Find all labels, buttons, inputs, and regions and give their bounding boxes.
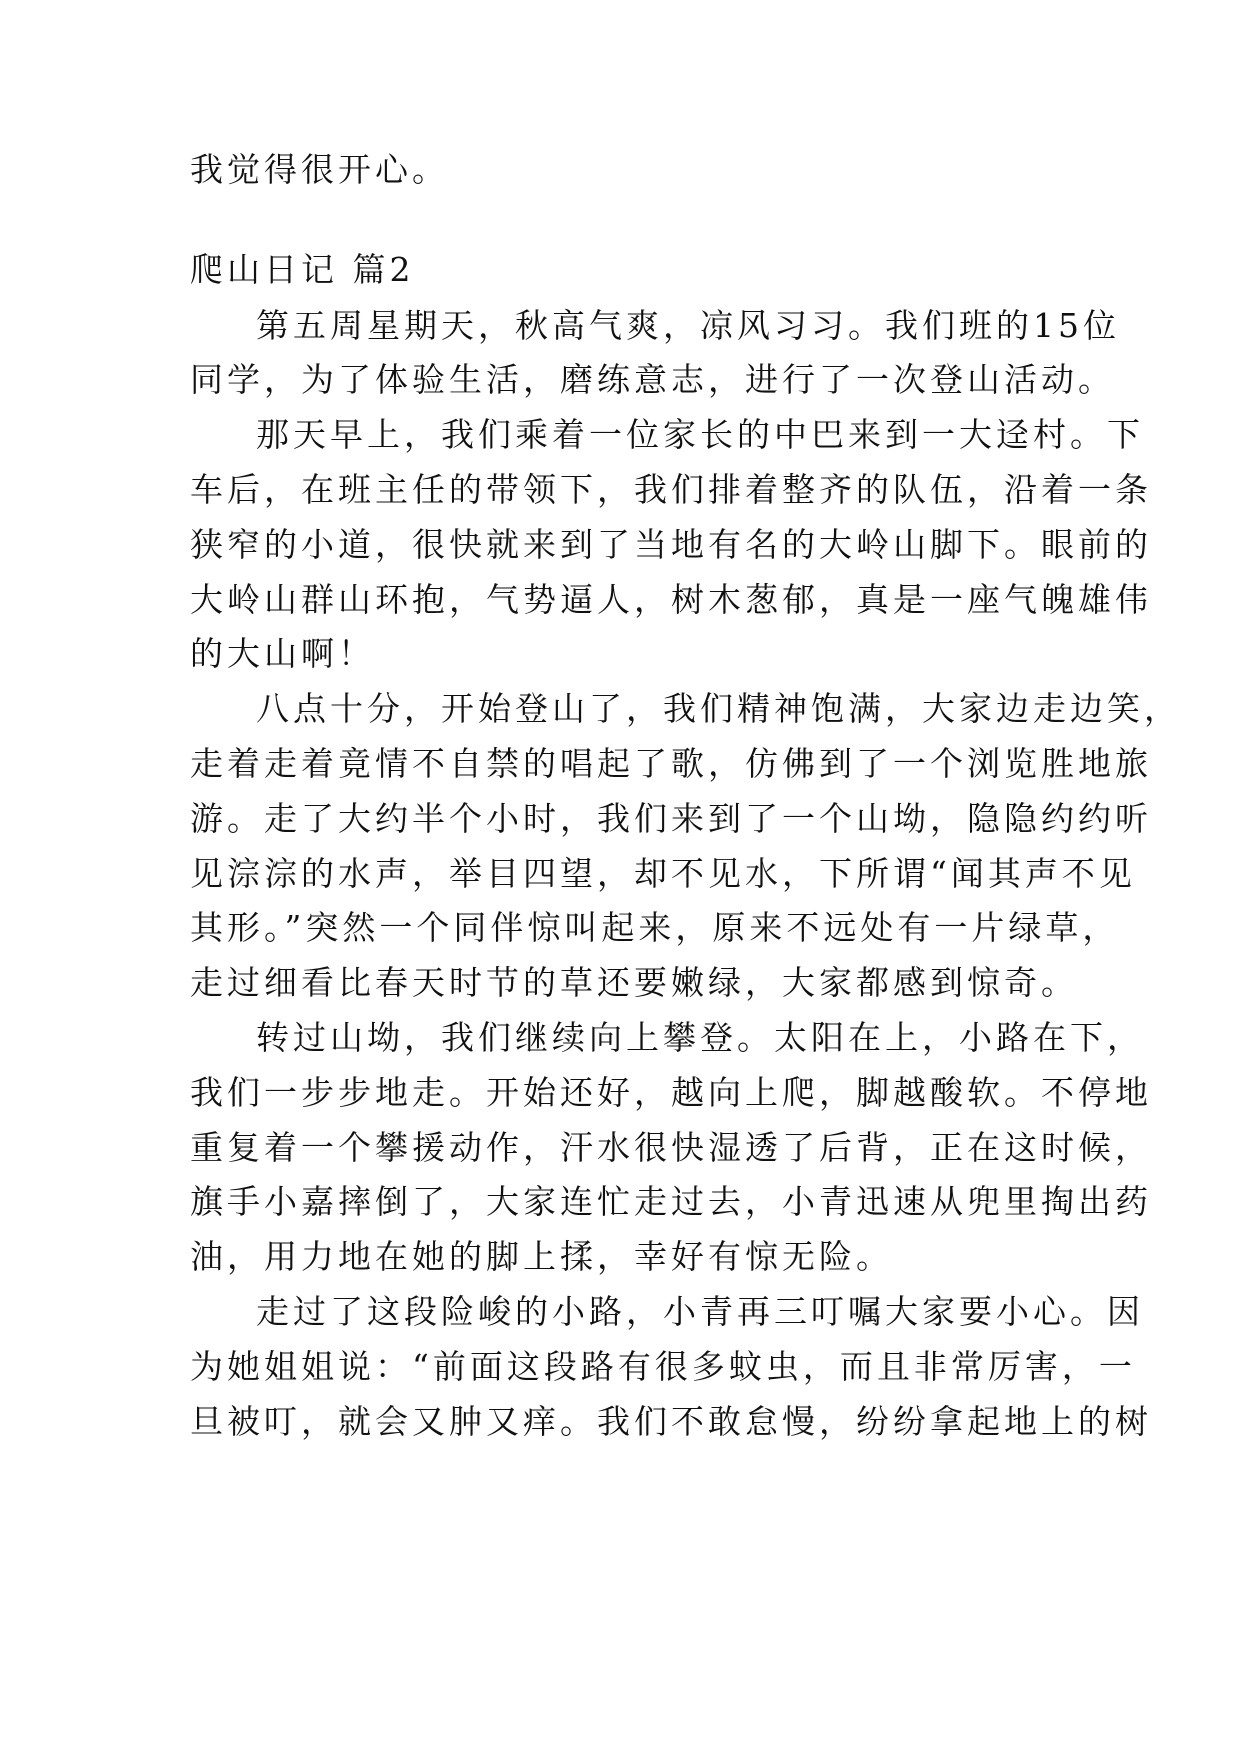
text-line: 油，用力地在她的脚上揉，幸好有惊无险。 — [190, 1237, 893, 1276]
text-line: 同学，为了体验生活，磨练意志，进行了一次登山活动。 — [190, 360, 1115, 399]
text-line: 重复着一个攀援动作，汗水很快湿透了后背，正在这时候， — [190, 1128, 1152, 1167]
text-line: 见淙淙的水声，举目四望，却不见水，下所谓“闻其声不见 — [190, 854, 1136, 893]
text-line: 那天早上，我们乘着一位家长的中巴来到一大迳村。下 — [256, 415, 1144, 454]
text-line: 狭窄的小道，很快就来到了当地有名的大岭山脚下。眼前的 — [190, 525, 1152, 564]
text-line: 车后，在班主任的带领下，我们排着整齐的队伍，沿着一条 — [190, 470, 1152, 509]
text-line: 我们一步步地走。开始还好，越向上爬，脚越酸软。不停地 — [190, 1073, 1152, 1112]
text-line: 八点十分，开始登山了，我们精神饱满，大家边走边笑， — [256, 689, 1181, 728]
section-heading: 爬山日记 篇2 — [190, 250, 415, 289]
text-line: 走过了这段险峻的小路，小青再三叮嘱大家要小心。因 — [256, 1292, 1144, 1331]
text-line: 旦被叮，就会又肿又痒。我们不敢怠慢，纷纷拿起地上的树 — [190, 1402, 1152, 1441]
text-line: 走着走着竟情不自禁的唱起了歌，仿佛到了一个浏览胜地旅 — [190, 744, 1152, 783]
text-line: 的大山啊！ — [190, 634, 375, 673]
text-line: 转过山坳，我们继续向上攀登。太阳在上，小路在下， — [256, 1018, 1144, 1057]
text-line: 旗手小嘉摔倒了，大家连忙走过去，小青迅速从兜里掏出药 — [190, 1182, 1152, 1221]
text-line: 大岭山群山环抱，气势逼人，树木葱郁，真是一座气魄雄伟 — [190, 580, 1152, 619]
text-line: 为她姐姐说：“前面这段路有很多蚊虫，而且非常厉害，一 — [190, 1347, 1136, 1386]
text-line: 游。走了大约半个小时，我们来到了一个山坳，隐隐约约听 — [190, 799, 1152, 838]
text-line: 第五周星期天，秋高气爽，凉风习习。我们班的15位 — [256, 306, 1120, 345]
text-line: 走过细看比春天时节的草还要嫩绿，大家都感到惊奇。 — [190, 963, 1078, 1002]
text-line: 其形。”突然一个同伴惊叫起来，原来不远处有一片绿草， — [190, 908, 1120, 947]
text-line: 我觉得很开心。 — [190, 150, 449, 189]
